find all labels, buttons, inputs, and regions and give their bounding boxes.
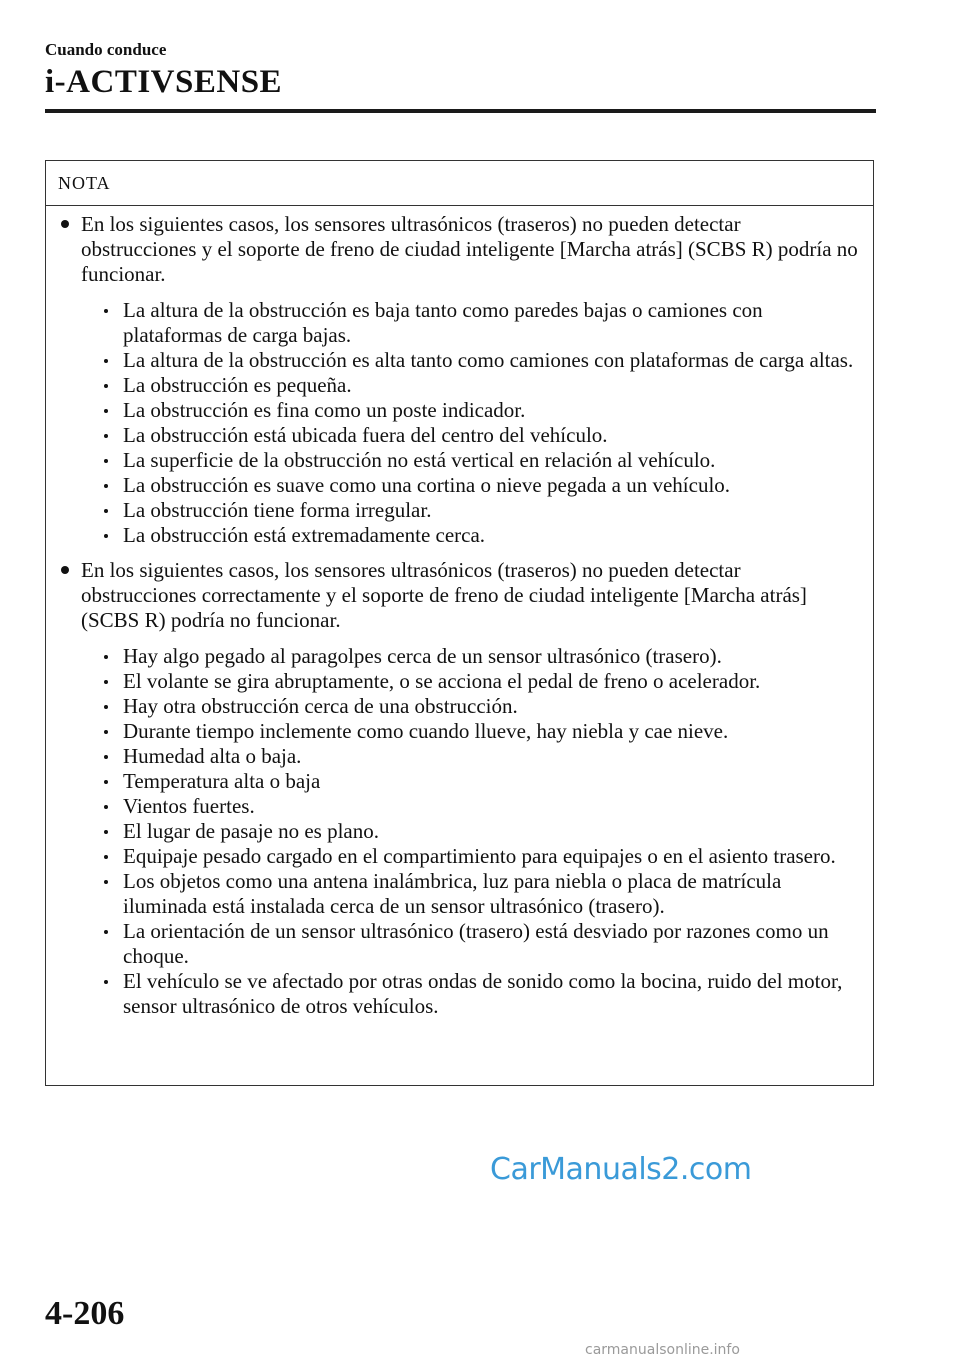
small-bullet-icon — [104, 830, 108, 834]
header-divider — [45, 109, 876, 113]
sub-item: Los objetos como una antena inalámbrica, luz para niebla o placa de matrícula iluminada está instalada cerca de un sensor ultrasónico (trasero). — [101, 869, 861, 919]
bullet-icon — [61, 566, 69, 574]
sub-item: Humedad alta o baja. — [101, 744, 861, 769]
small-bullet-icon — [104, 680, 108, 684]
small-bullet-icon — [104, 309, 108, 313]
note-box — [45, 160, 874, 1086]
sub-item: La obstrucción está extremadamente cerca. — [101, 523, 861, 548]
small-bullet-icon — [104, 484, 108, 488]
page-number: 4-206 — [45, 1295, 125, 1332]
sub-item: La altura de la obstrucción es baja tanto como paredes bajas o camiones con plataformas de carga bajas. — [101, 298, 861, 348]
small-bullet-icon — [104, 930, 108, 934]
small-bullet-icon — [104, 780, 108, 784]
note-body — [46, 206, 873, 1019]
bullet-icon — [61, 220, 69, 228]
sub-item: La obstrucción es fina como un poste indicador. — [101, 398, 861, 423]
small-bullet-icon — [104, 459, 108, 463]
small-bullet-icon — [104, 384, 108, 388]
sub-item: La obstrucción está ubicada fuera del centro del vehículo. — [101, 423, 861, 448]
small-bullet-icon — [104, 805, 108, 809]
small-bullet-icon — [104, 755, 108, 759]
small-bullet-icon — [104, 705, 108, 709]
watermark-logo[interactable]: CarManuals2.com — [490, 1152, 752, 1187]
sub-item: Hay otra obstrucción cerca de una obstrucción. — [101, 694, 861, 719]
small-bullet-icon — [104, 359, 108, 363]
small-bullet-icon — [104, 534, 108, 538]
small-bullet-icon — [104, 730, 108, 734]
sub-list — [81, 298, 861, 548]
note-item — [59, 212, 861, 548]
sub-item: Durante tiempo inclemente como cuando llueve, hay niebla y cae nieve. — [101, 719, 861, 744]
note-item-text: En los siguientes casos, los sensores ultrasónicos (traseros) no pueden detectar obstrucciones y el soporte de freno de ciudad inteligente [Marcha atrás] (SCBS R) podría no funcionar. — [81, 212, 858, 286]
note-item — [59, 558, 861, 1019]
page-header — [45, 40, 282, 102]
sub-item: La altura de la obstrucción es alta tanto como camiones con plataformas de carga altas. — [101, 348, 861, 373]
small-bullet-icon — [104, 855, 108, 859]
small-bullet-icon — [104, 980, 108, 984]
small-bullet-icon — [104, 409, 108, 413]
page-title: i-ACTIVSENSE — [45, 64, 283, 100]
sub-item: El vehículo se ve afectado por otras ondas de sonido como la bocina, ruido del motor, sensor ultrasónico de otros vehículos. — [101, 969, 861, 1019]
sub-item: Hay algo pegado al paragolpes cerca de un sensor ultrasónico (trasero). — [101, 644, 861, 669]
note-item-text: En los siguientes casos, los sensores ultrasónicos (traseros) no pueden detectar obstrucciones correctamente y el soporte de freno de ciudad inteligente [Marcha atrás] (SCBS R) podría no funcionar. — [81, 558, 807, 632]
footer-watermark[interactable]: carmanualsonline.info — [585, 1342, 740, 1358]
sub-item: Vientos fuertes. — [101, 794, 861, 819]
sub-item: La orientación de un sensor ultrasónico (trasero) está desviado por razones como un choque. — [101, 919, 861, 969]
sub-item: La obstrucción es pequeña. — [101, 373, 861, 398]
sub-item: Temperatura alta o baja — [101, 769, 861, 794]
sub-item: La superficie de la obstrucción no está vertical en relación al vehículo. — [101, 448, 861, 473]
sub-item: La obstrucción tiene forma irregular. — [101, 498, 861, 523]
small-bullet-icon — [104, 509, 108, 513]
small-bullet-icon — [104, 434, 108, 438]
sub-item: La obstrucción es suave como una cortina o nieve pegada a un vehículo. — [101, 473, 861, 498]
sub-item: Equipaje pesado cargado en el compartimiento para equipajes o en el asiento trasero. — [101, 844, 861, 869]
small-bullet-icon — [104, 655, 108, 659]
sub-item: El volante se gira abruptamente, o se acciona el pedal de freno o acelerador. — [101, 669, 861, 694]
note-heading: NOTA — [46, 161, 873, 206]
section-label: Cuando conduce — [45, 40, 167, 59]
sub-list — [81, 644, 861, 1019]
sub-item: El lugar de pasaje no es plano. — [101, 819, 861, 844]
small-bullet-icon — [104, 880, 108, 884]
